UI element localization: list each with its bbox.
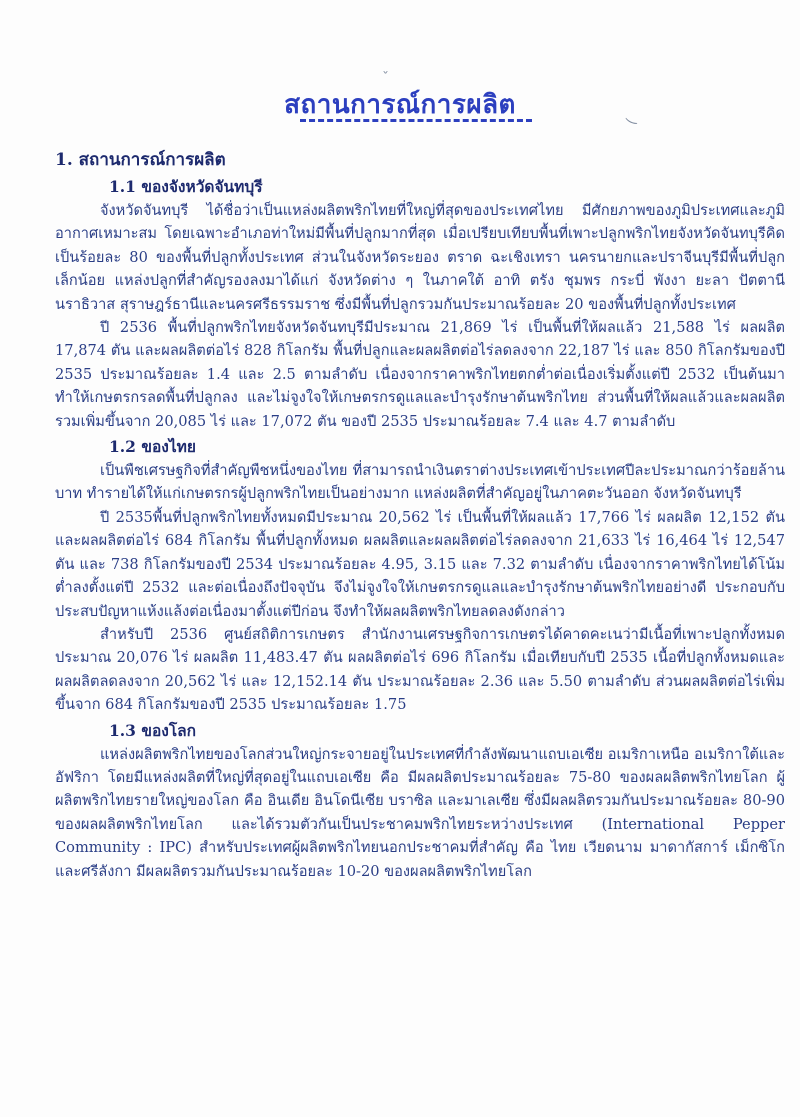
paragraph: แหล่งผลิตพริกไทยของโลกส่วนใหญ่กระจายอยู่ในประเทศที่กำลังพัฒนาแถบเอเซีย อเมริกาเหนือ อเมริกาใต้และอัฟริกา โดยมีแหล่งผลิตที่ใหญ่ที่สุดอยู่ในแถบเอเซีย คือ มีผลผลิตประมาณร้อยละ 75-80 ของผลผลิตพริกไทยโลก ผู้ผลิตพริกไทยรายใหญ่ของโลก คือ อินเดีย อินโดนีเซีย บราซิล และมาเลเซีย ซึ่งมีผลผลิตรวมกันประมาณร้อยละ 80-90 ของผลผลิตพริกไทยโลก และได้รวมตัวกันเป็นประชาคมพริกไทยระหว่างประเทศ (International Pepper Community : IPC) สำหรับประเทศผู้ผลิตพริกไทยนอกประชาคมที่สำคัญ คือ ไทย เวียดนาม มาดากัสการ์ เม็กซิโก และศรีลังกา มีผลผลิตรวมกันประมาณร้อยละ 10-20 ของผลผลิตพริกไทยโลก (55, 745, 785, 880)
section-heading: 1. สถานการณ์การผลิต (55, 150, 226, 170)
subsection-heading: 1.3 ของโลก (109, 720, 197, 740)
paragraph: ปี 2535พื้นที่ปลูกพริกไทยทั้งหมดมีประมาณ 20,562 ไร่ เป็นพื้นที่ให้ผลแล้ว 17,766 ไร่ ผลผลิต 12,152 ตัน และผลผลิตต่อไร่ 684 กิโลกรัม พื้นที่ปลูกทั้งหมด ผลผลิตและผลผลิตต่อไร่ลดลงจาก 21,633 ไร่ 16,464 ไร่ 12,547 ตัน และ 738 กิโลกรัมของปี 2534 ประมาณร้อยละ 4.95, 3.15 และ 7.32 ตามลำดับ เนื่องจากราคาพริกไทยได้โน้มต่ำลงตั้งแต่ปี 2532 และต่อเนื่องถึงปัจจุบัน จึงไม่จูงใจให้เกษตรกรดูแลและบำรุงรักษาต้นพริกไทยอย่างดี ประกอบกับประสบปัญหาแห้งแล้งต่อเนื่องมาตั้งแต่ปีก่อน จึงทำให้ผลผลิตพริกไทยลดลงดังกล่าว (55, 508, 785, 620)
paragraph: สำหรับปี 2536 ศูนย์สถิติการเกษตร สำนักงานเศรษฐกิจการเกษตรได้คาดคะเนว่ามีเนื้อที่เพาะปลูกทั้งหมดประมาณ 20,076 ไร่ ผลผลิต 11,483.47 ตัน ผลผลิตต่อไร่ 696 กิโลกรัม เมื่อเทียบกับปี 2535 เนื้อที่ปลูกทั้งหมดและผลผลิตลดลงจาก 20,562 ไร่ และ 12,152.14 ตัน ประมาณร้อยละ 2.36 และ 5.50 ตามลำดับ ส่วนผลผลิตต่อไร่เพิ่มขึ้นจาก 684 กิโลกรัมของปี 2535 ประมาณร้อยละ 1.75 (55, 625, 785, 714)
page-title: สถานการณ์การผลิต (284, 90, 516, 120)
subsection-heading: 1.2 ของไทย (109, 437, 196, 457)
document-body (55, 148, 785, 883)
scan-speck: ‿ (625, 106, 643, 126)
subsection-heading: 1.1 ของจังหวัดจันทบุรี (109, 177, 263, 196)
scan-speck: ˇ (382, 70, 389, 86)
paragraph: จังหวัดจันทบุรี ได้ชื่อว่าเป็นแหล่งผลิตพริกไทยที่ใหญ่ที่สุดของประเทศไทย มีศักยภาพของภูมิประเทศและภูมิอากาศเหมาะสม โดยเฉพาะอำเภอท่าใหม่มีพื้นที่ปลูกมากที่สุด เมื่อเปรียบเทียบพื้นที่เพาะปลูกพริกไทยจังหวัดจันทบุรีคิดเป็นร้อยละ 80 ของพื้นที่ปลูกทั้งประเทศ ส่วนในจังหวัดระยอง ตราด ฉะเชิงเทรา นครนายกและปราจีนบุรีมีพื้นที่ปลูกเล็กน้อย แหล่งปลูกที่สำคัญรองลงมาได้แก่ จังหวัดต่าง ๆ ในภาคใต้ อาทิ ตรัง ชุมพร กระบี่ พังงา ยะลา ปัตตานี นราธิวาส สุราษฎร์ธานีและนครศรีธรรมราช ซึ่งมีพื้นที่ปลูกรวมกันประมาณร้อยละ 20 ของพื้นที่ปลูกทั้งประเทศ (55, 202, 785, 313)
paragraph: ปี 2536 พื้นที่ปลูกพริกไทยจังหวัดจันทบุรีมีประมาณ 21,869 ไร่ เป็นพื้นที่ให้ผลแล้ว 21,588 ไร่ ผลผลิต 17,874 ตัน และผลผลิตต่อไร่ 828 กิโลกรัม พื้นที่ปลูกและผลผลิตต่อไร่ลดลงจาก 22,187 ไร่ และ 850 กิโลกรัมของปี 2535 ประมาณร้อยละ 1.4 และ 2.5 ตามลำดับ เนื่องจากราคาพริกไทยตกต่ำต่อเนื่องเริ่มตั้งแต่ปี 2532 เป็นต้นมา ทำให้เกษตรกรลดพื้นที่ปลูกลง และไม่จูงใจให้เกษตรกรดูแลและบำรุงรักษาต้นพริกไทย ส่วนพื้นที่ให้ผลแล้วและผลผลิตรวมเพิ่มขึ้นจาก 20,085 ไร่ และ 17,072 ตัน ของปี 2535 ประมาณร้อยละ 7.4 และ 4.7 ตามลำดับ (55, 319, 785, 430)
paragraph: เป็นพืชเศรษฐกิจที่สำคัญพืชหนึ่งของไทย ที่สามารถนำเงินตราต่างประเทศเข้าประเทศปีละประมาณกว่าร้อยล้านบาท ทำรายได้ให้แก่เกษตรกรผู้ปลูกพริกไทยเป็นอย่างมาก แหล่งผลิตที่สำคัญอยู่ในภาคตะวันออก จังหวัดจันทบุรี (55, 462, 785, 503)
title-underline (300, 119, 532, 122)
